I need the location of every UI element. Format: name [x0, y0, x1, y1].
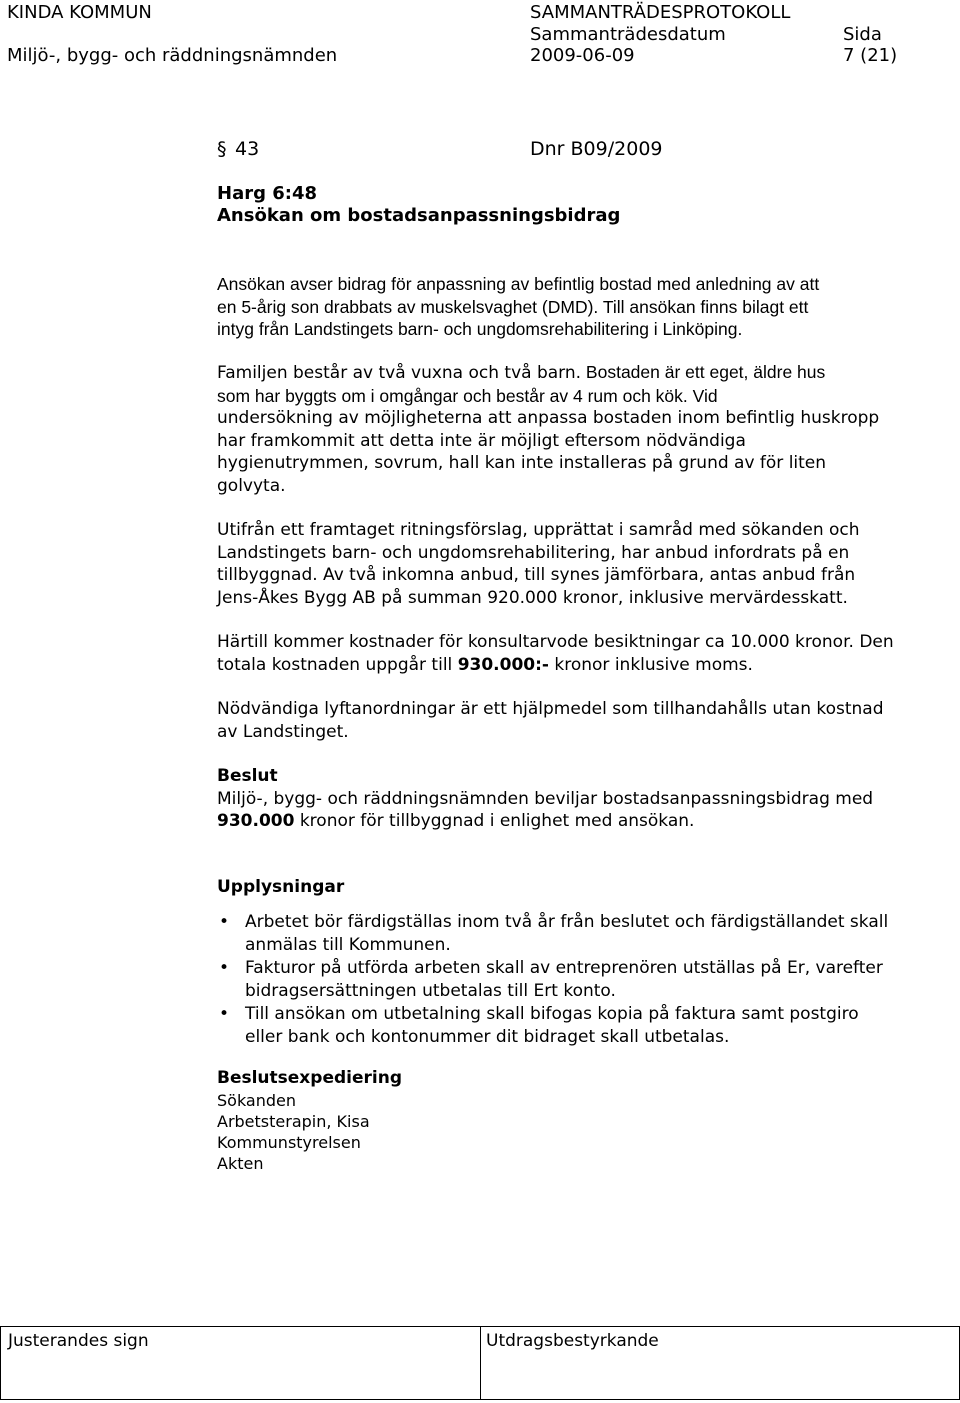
- organization-name: KINDA KOMMUN: [7, 2, 152, 23]
- decision-amount: 930.000: [217, 811, 295, 831]
- text-line: har framkommit att detta inte är möjligt eftersom nödvändiga: [217, 430, 746, 451]
- text-line: Miljö-, bygg- och räddningsnämnden beviljar bostadsanpassningsbidrag med: [217, 788, 874, 809]
- distribution-list: [217, 1090, 370, 1174]
- text-line: eller bank och kontonummer dit bidraget skall utbetalas.: [245, 1027, 730, 1047]
- date-label: Sammanträdesdatum: [530, 24, 726, 45]
- text-line: [217, 654, 952, 677]
- text-segment: kronor för tillbyggnad i enlighet med ansökan.: [294, 811, 695, 831]
- table-divider: [480, 1327, 481, 1399]
- text-line: Nödvändiga lyftanordningar är ett hjälpmedel som tillhandahålls utan kostnad: [217, 699, 884, 719]
- paragraph-family: [217, 361, 952, 497]
- text-segment: som har byggts om i omgångar och består av 4 rum och kök.: [217, 385, 688, 406]
- decision-section: [217, 765, 952, 833]
- text-segment: kronor inklusive moms.: [548, 654, 753, 675]
- signature-label: Justerandes sign: [8, 1331, 149, 1351]
- text-line: en 5-årig son drabbats av muskelsvaghet (DMD). Till ansökan finns bilagt ett: [217, 296, 809, 317]
- recipient: Arbetsterapin, Kisa: [217, 1112, 370, 1131]
- text-line: Till ansökan om utbetalning skall bifogas kopia på faktura samt postgiro: [245, 1004, 859, 1024]
- text-line: Härtill kommer kostnader för konsultarvode besiktningar ca 10.000 kronor. Den: [217, 632, 894, 652]
- text-line: Ansökan avser bidrag för anpassning av befintlig bostad med anledning av att: [217, 274, 820, 294]
- recipient: Sökanden: [217, 1091, 297, 1110]
- paragraph-number: 43: [235, 138, 260, 160]
- text-line: intyg från Landstingets barn- och ungdomsrehabilitering i Linköping.: [217, 319, 743, 339]
- bullet-icon: •: [219, 1004, 230, 1024]
- text-segment: Vid: [687, 385, 718, 406]
- text-line: Fakturor på utförda arbeten skall av entreprenören utställas på Er, varefter: [245, 958, 883, 978]
- case-title: Ansökan om bostadsanpassningsbidrag: [217, 205, 621, 226]
- text-line: Jens-Åkes Bygg AB på summan 920.000 kronor, inklusive mervärdesskatt.: [217, 587, 848, 608]
- recipient: Akten: [217, 1154, 264, 1173]
- text-segment: Familjen består av två vuxna och två barn.: [217, 363, 582, 383]
- information-list: [217, 911, 957, 1049]
- document-type: SAMMANTRÄDESPROTOKOLL: [530, 2, 791, 23]
- decision-heading: Beslut: [217, 766, 278, 786]
- list-item: [217, 957, 957, 1003]
- text-line: bidragsersättningen utbetalas till Ert konto.: [245, 981, 616, 1001]
- paragraph-costs: [217, 631, 952, 676]
- paragraph-sign: §: [217, 138, 227, 160]
- paragraph-lift: [217, 698, 952, 743]
- case-dnr: Dnr B09/2009: [530, 138, 663, 160]
- page-label: Sida: [843, 24, 882, 45]
- text-line: anmälas till Kommunen.: [245, 935, 451, 955]
- text-line: Utifrån ett framtaget ritningsförslag, upprättat i samråd med sökanden och: [217, 520, 860, 540]
- list-item: [217, 1003, 957, 1049]
- text-line: golvyta.: [217, 475, 286, 496]
- page-number: 7 (21): [843, 45, 898, 66]
- recipient: Kommunstyrelsen: [217, 1133, 361, 1152]
- paragraph-drawings: [217, 519, 952, 609]
- bullet-icon: •: [219, 912, 230, 932]
- distribution-heading: Beslutsexpediering: [217, 1068, 402, 1088]
- total-amount: 930.000:-: [457, 654, 549, 675]
- information-heading: Upplysningar: [217, 877, 345, 897]
- text-line: [217, 361, 952, 385]
- committee-name: Miljö-, bygg- och räddningsnämnden: [7, 45, 338, 66]
- text-line: Landstingets barn- och ungdomsrehabilitering, har anbud infordrats på en: [217, 542, 850, 563]
- text-line: Arbetet bör färdigställas inom två år från beslutet och färdigställandet skall: [245, 912, 889, 932]
- certification-label: Utdragsbestyrkande: [486, 1331, 659, 1351]
- text-line: hygienutrymmen, sovrum, hall kan inte installeras på grund av för liten: [217, 453, 827, 473]
- list-item: [217, 911, 957, 957]
- text-line: [217, 810, 952, 833]
- text-line: undersökning av möjligheterna att anpassa bostaden inom befintlig huskropp: [217, 408, 880, 428]
- paragraph-application: [217, 273, 952, 341]
- text-segment: Bostaden är ett eget, äldre hus: [581, 362, 826, 382]
- text-segment: totala kostnaden uppgår till: [217, 654, 458, 675]
- signature-table: [0, 1326, 960, 1400]
- case-title-property: Harg 6:48: [217, 183, 318, 204]
- text-line: tillbyggnad. Av två inkomna anbud, till synes jämförbara, antas anbud från: [217, 565, 856, 585]
- meeting-date: 2009-06-09: [530, 45, 635, 66]
- text-line: [217, 385, 952, 408]
- bullet-icon: •: [219, 958, 230, 978]
- text-line: av Landstinget.: [217, 721, 349, 742]
